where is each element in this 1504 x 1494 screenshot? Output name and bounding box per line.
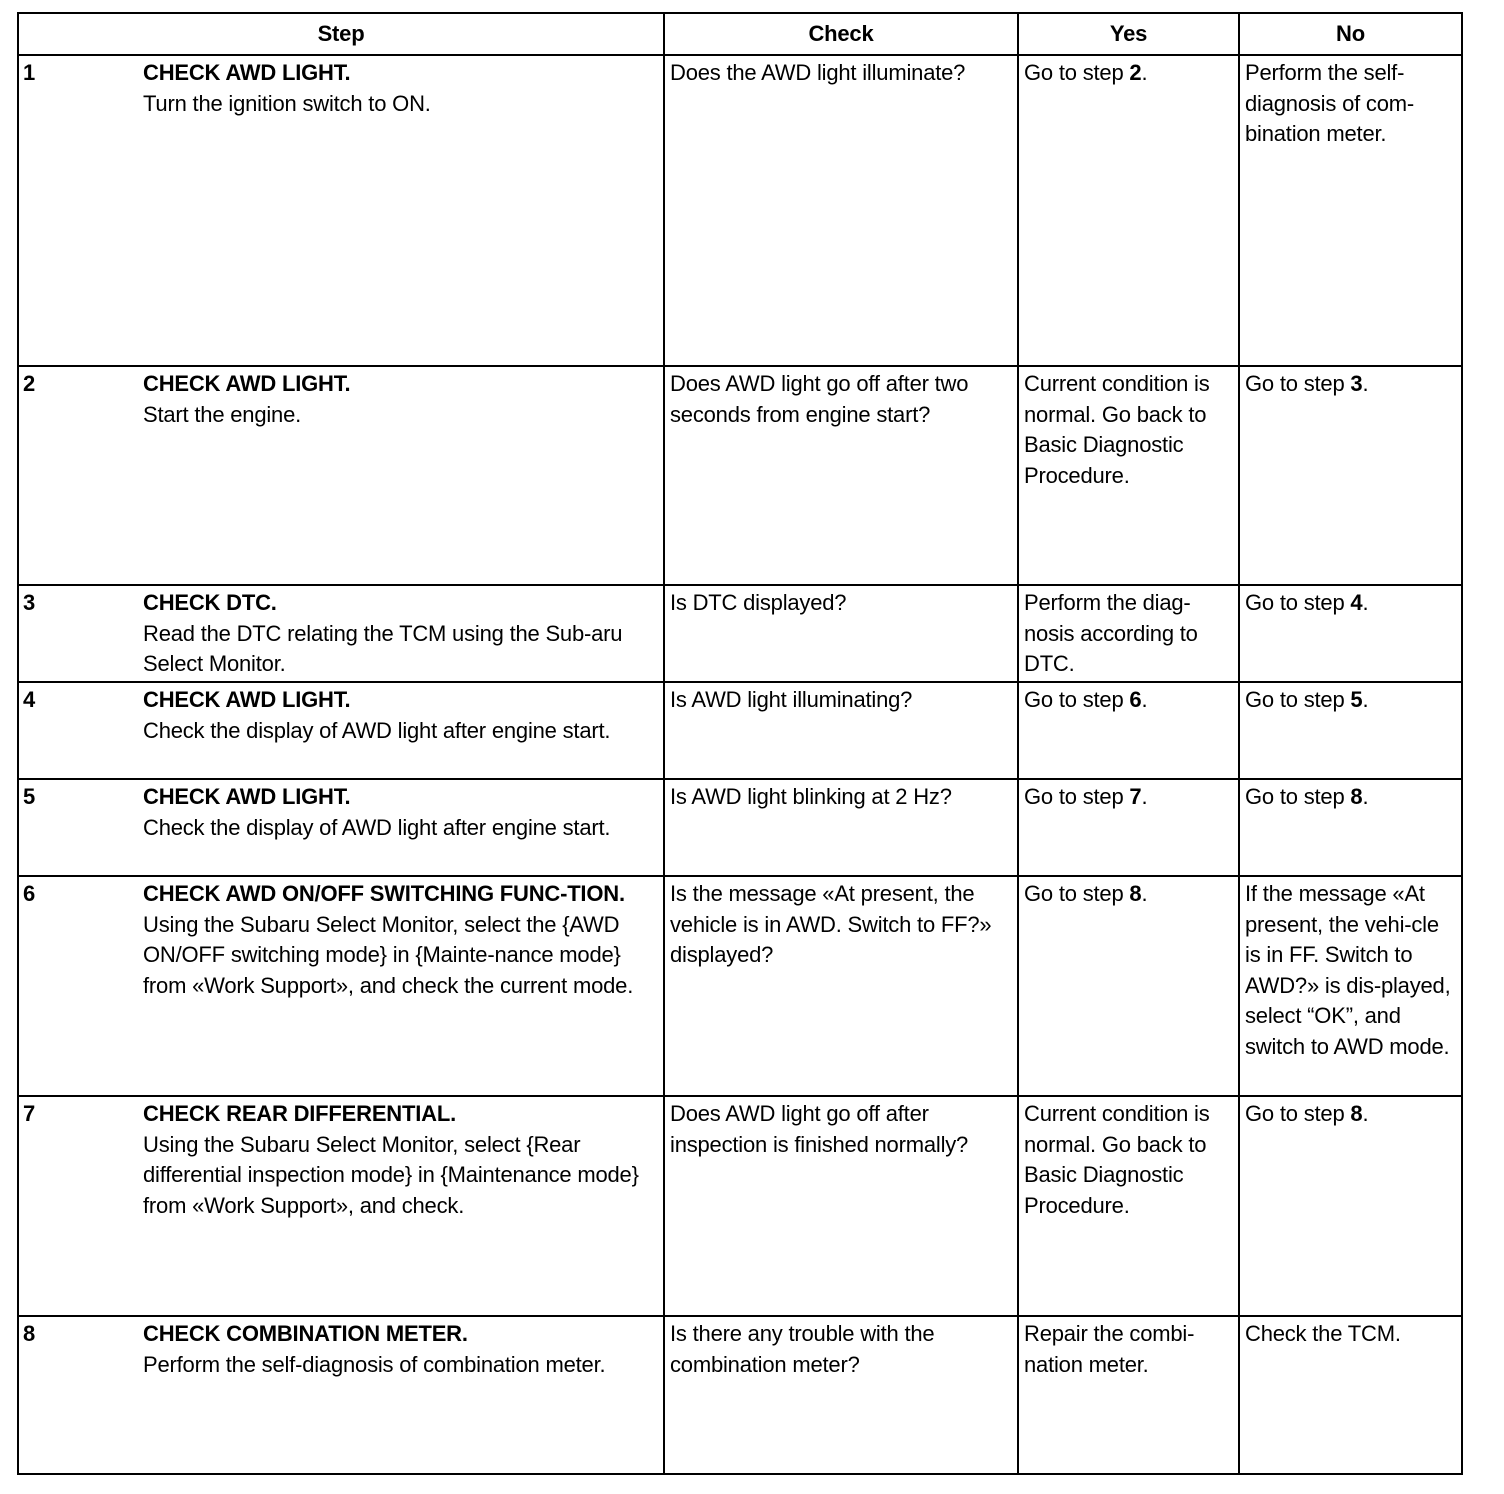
step-reference: 8 xyxy=(1350,784,1363,809)
check-text: Does the AWD light illuminate? xyxy=(670,60,966,85)
check-text: Does AWD light go off after two seconds from engine start? xyxy=(670,371,969,427)
step-reference: 2 xyxy=(1129,60,1142,85)
no-text xyxy=(1240,367,1461,400)
no-text xyxy=(1240,1317,1461,1350)
yes-cell xyxy=(1018,1096,1239,1316)
step-title: CHECK COMBINATION METER. xyxy=(143,1321,468,1346)
text-segment: . xyxy=(1362,687,1369,712)
no-cell xyxy=(1239,366,1462,585)
check-cell xyxy=(664,585,1018,682)
step-reference: 4 xyxy=(1350,590,1363,615)
yes-text xyxy=(1019,877,1238,910)
yes-cell xyxy=(1018,779,1239,876)
table-row xyxy=(18,585,1462,682)
no-text xyxy=(1240,586,1461,619)
yes-text xyxy=(1019,586,1238,680)
step-cell xyxy=(18,1316,664,1474)
step-reference: 5 xyxy=(1350,687,1363,712)
step-content xyxy=(19,56,663,119)
text-segment: Go to step xyxy=(1245,371,1351,396)
text-segment: If the message «At present, the vehi-cle is in FF. Switch to AWD?» is dis-played, select “OK”, and switch to AWD mode. xyxy=(1245,881,1451,1059)
header-check: Check xyxy=(664,13,1018,55)
text-segment: Go to step xyxy=(1024,881,1130,906)
step-number: 3 xyxy=(23,590,36,615)
step-text xyxy=(143,1319,658,1380)
text-segment: Go to step xyxy=(1245,687,1351,712)
table-header-row xyxy=(18,13,1462,55)
step-content xyxy=(19,1317,663,1380)
step-text xyxy=(143,588,658,680)
step-title: CHECK AWD ON/OFF SWITCHING FUNC-TION. xyxy=(143,881,625,906)
step-cell xyxy=(18,55,664,366)
text-segment: Go to step xyxy=(1245,1101,1351,1126)
no-text xyxy=(1240,56,1461,150)
step-description: Check the display of AWD light after engine start. xyxy=(143,814,611,840)
table-row xyxy=(18,1316,1462,1474)
step-number: 5 xyxy=(23,784,36,809)
step-content xyxy=(19,877,663,1001)
step-text xyxy=(143,879,658,1001)
yes-text xyxy=(1019,1317,1238,1380)
text-segment: Check the TCM. xyxy=(1245,1321,1401,1346)
step-number: 1 xyxy=(23,60,36,85)
check-cell xyxy=(664,779,1018,876)
text-segment: Go to step xyxy=(1245,590,1351,615)
text-segment: . xyxy=(1141,881,1148,906)
check-cell xyxy=(664,366,1018,585)
yes-text xyxy=(1019,1097,1238,1221)
step-description: Turn the ignition switch to ON. xyxy=(143,90,431,116)
yes-text xyxy=(1019,367,1238,491)
step-description: Using the Subaru Select Monitor, select {Rear differential inspection mode} in {Maintenance mode} from «Work Support», and check. xyxy=(143,1131,639,1218)
step-text xyxy=(143,1099,658,1221)
step-cell xyxy=(18,366,664,585)
yes-text xyxy=(1019,56,1238,89)
no-cell xyxy=(1239,585,1462,682)
text-segment: Perform the diag-nosis according to DTC. xyxy=(1024,590,1198,676)
yes-cell xyxy=(1018,1316,1239,1474)
yes-text xyxy=(1019,780,1238,813)
check-text: Is the message «At present, the vehicle is in AWD. Switch to FF?» displayed? xyxy=(670,881,992,967)
table-row xyxy=(18,55,1462,366)
step-content xyxy=(19,780,663,843)
no-text xyxy=(1240,683,1461,716)
no-text xyxy=(1240,780,1461,813)
text-segment: Go to step xyxy=(1024,687,1130,712)
step-description: Read the DTC relating the TCM using the Sub-aru Select Monitor. xyxy=(143,620,623,676)
no-cell xyxy=(1239,1096,1462,1316)
step-title: CHECK REAR DIFFERENTIAL. xyxy=(143,1101,456,1126)
yes-cell xyxy=(1018,682,1239,779)
step-title: CHECK AWD LIGHT. xyxy=(143,784,351,809)
check-cell xyxy=(664,55,1018,366)
table-row xyxy=(18,779,1462,876)
text-segment: . xyxy=(1362,590,1369,615)
step-reference: 6 xyxy=(1129,687,1142,712)
yes-text xyxy=(1019,683,1238,716)
no-cell xyxy=(1239,876,1462,1096)
step-description: Start the engine. xyxy=(143,401,302,427)
text-segment: . xyxy=(1362,1101,1369,1126)
text-segment: Perform the self-diagnosis of com-bination meter. xyxy=(1245,60,1415,146)
text-segment: Current condition is normal. Go back to Basic Diagnostic Procedure. xyxy=(1024,1101,1210,1218)
header-no: No xyxy=(1239,13,1462,55)
header-step: Step xyxy=(18,13,664,55)
header-yes: Yes xyxy=(1018,13,1239,55)
check-text: Is AWD light blinking at 2 Hz? xyxy=(670,784,952,809)
yes-cell xyxy=(1018,876,1239,1096)
yes-cell xyxy=(1018,55,1239,366)
check-text: Is there any trouble with the combination meter? xyxy=(670,1321,935,1377)
step-reference: 7 xyxy=(1129,784,1142,809)
step-description: Check the display of AWD light after engine start. xyxy=(143,717,611,743)
step-reference: 8 xyxy=(1350,1101,1363,1126)
step-text xyxy=(143,369,658,430)
no-cell xyxy=(1239,1316,1462,1474)
step-content xyxy=(19,367,663,430)
text-segment: Current condition is normal. Go back to Basic Diagnostic Procedure. xyxy=(1024,371,1210,488)
no-cell xyxy=(1239,779,1462,876)
step-title: CHECK AWD LIGHT. xyxy=(143,687,351,712)
step-reference: 8 xyxy=(1129,881,1142,906)
text-segment: Go to step xyxy=(1024,60,1130,85)
yes-cell xyxy=(1018,585,1239,682)
text-segment: . xyxy=(1362,371,1369,396)
yes-cell xyxy=(1018,366,1239,585)
step-content xyxy=(19,586,663,680)
check-cell xyxy=(664,1096,1018,1316)
table-row xyxy=(18,682,1462,779)
text-segment: . xyxy=(1141,687,1148,712)
step-description: Perform the self-diagnosis of combination meter. xyxy=(143,1351,606,1377)
step-number: 2 xyxy=(23,371,36,396)
check-text: Is DTC displayed? xyxy=(670,590,847,615)
table-row xyxy=(18,876,1462,1096)
step-content xyxy=(19,683,663,746)
step-title: CHECK AWD LIGHT. xyxy=(143,371,351,396)
step-text xyxy=(143,685,658,746)
check-cell xyxy=(664,682,1018,779)
no-text xyxy=(1240,1097,1461,1130)
no-cell xyxy=(1239,682,1462,779)
text-segment: . xyxy=(1141,784,1148,809)
step-cell xyxy=(18,779,664,876)
no-text xyxy=(1240,877,1461,1062)
check-text: Does AWD light go off after inspection is finished normally? xyxy=(670,1101,969,1157)
step-title: CHECK DTC. xyxy=(143,590,277,615)
diagnostic-procedure-table xyxy=(17,12,1463,1475)
no-cell xyxy=(1239,55,1462,366)
step-cell xyxy=(18,876,664,1096)
step-description: Using the Subaru Select Monitor, select the {AWD ON/OFF switching mode} in {Mainte-nance mode} from «Work Support», and check the current mode. xyxy=(143,911,634,998)
check-text: Is AWD light illuminating? xyxy=(670,687,913,712)
step-text xyxy=(143,782,658,843)
check-cell xyxy=(664,1316,1018,1474)
step-number: 6 xyxy=(23,881,36,906)
text-segment: . xyxy=(1362,784,1369,809)
step-cell xyxy=(18,585,664,682)
text-segment: Repair the combi-nation meter. xyxy=(1024,1321,1195,1377)
table-row xyxy=(18,366,1462,585)
step-content xyxy=(19,1097,663,1221)
step-text xyxy=(143,58,658,119)
text-segment: . xyxy=(1141,60,1148,85)
step-title: CHECK AWD LIGHT. xyxy=(143,60,351,85)
text-segment: Go to step xyxy=(1024,784,1130,809)
step-cell xyxy=(18,1096,664,1316)
step-number: 7 xyxy=(23,1101,36,1126)
step-cell xyxy=(18,682,664,779)
check-cell xyxy=(664,876,1018,1096)
step-reference: 3 xyxy=(1350,371,1363,396)
step-number: 4 xyxy=(23,687,36,712)
step-number: 8 xyxy=(23,1321,36,1346)
table-row xyxy=(18,1096,1462,1316)
text-segment: Go to step xyxy=(1245,784,1351,809)
